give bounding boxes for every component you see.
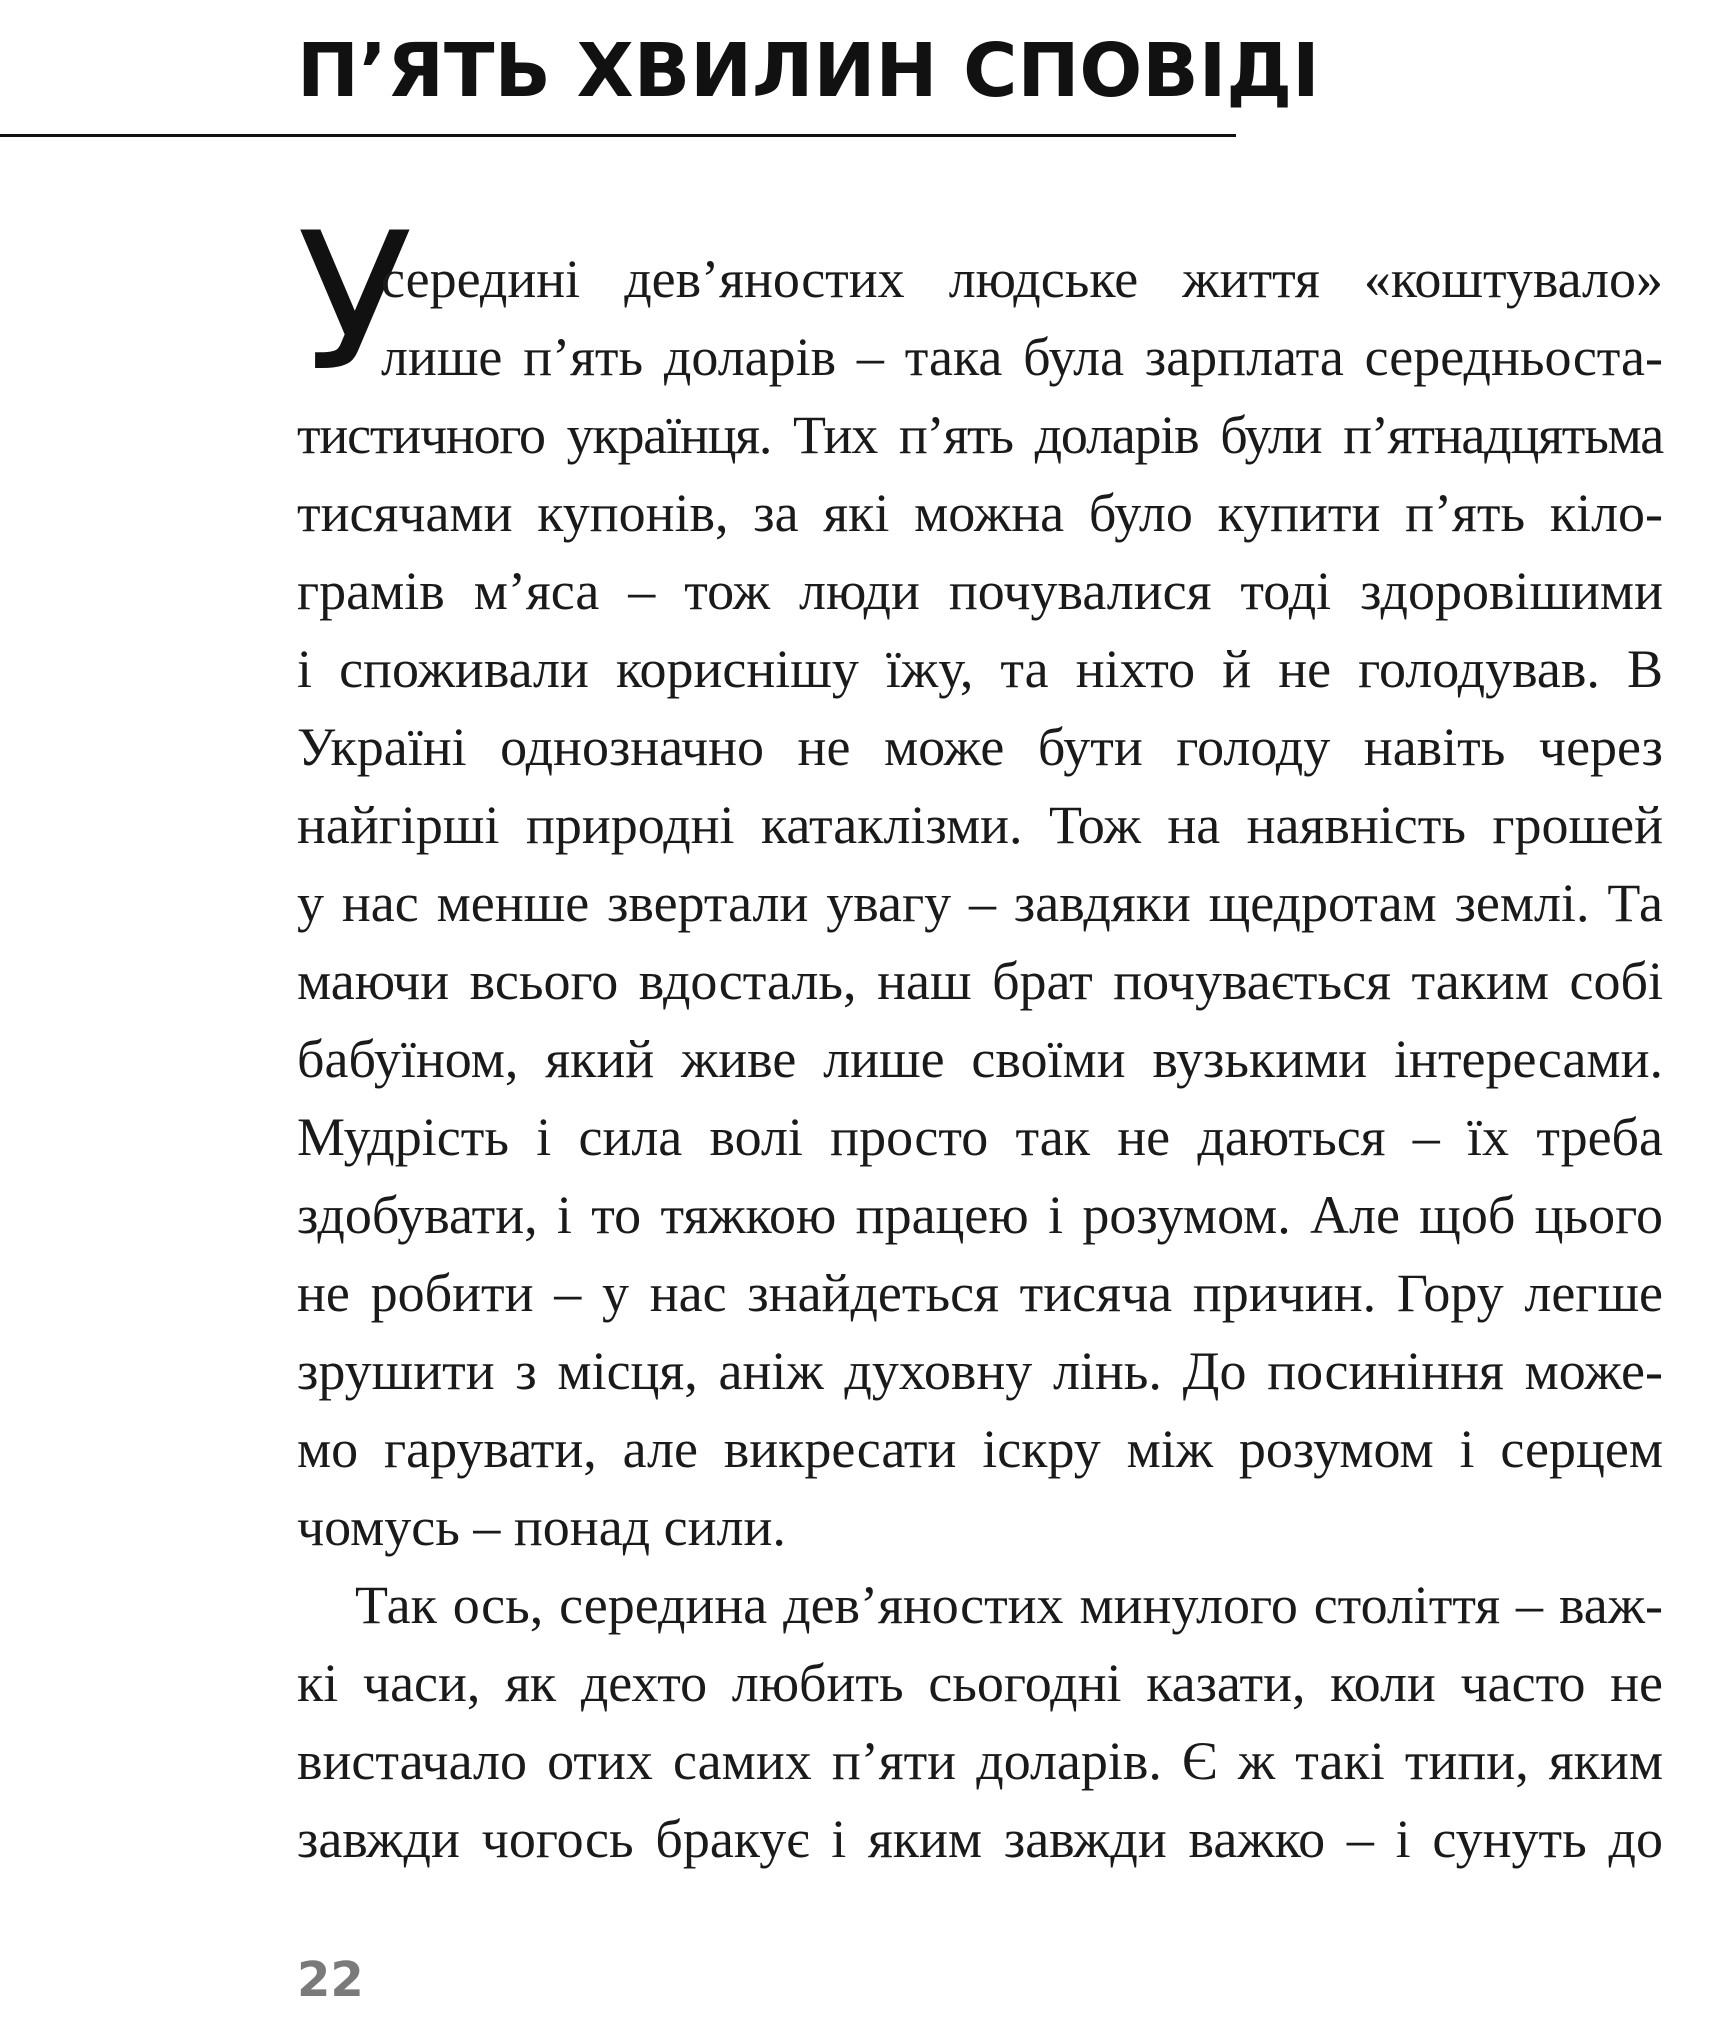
text-line: тистичного українця. Тих п’ять доларів були п’ятнадцятьма (297, 405, 1663, 465)
text-line: лише п’ять доларів – така була зарплата середньоста- (381, 327, 1663, 387)
text-line: не робити – у нас знайдеться тисяча причин. Гору легше (297, 1263, 1663, 1323)
text-line: кі часи, як дехто любить сьогодні казати, коли часто не (297, 1653, 1663, 1713)
text-line: Так ось, середина дев’яностих минулого століття – важ- (355, 1575, 1663, 1635)
text-line: і споживали кориснішу їжу, та ніхто й не голодував. В (297, 639, 1663, 699)
text-line: маючи всього вдосталь, наш брат почувається таким собі (297, 951, 1663, 1011)
text-line: найгірші природні катаклізми. Тож на наявність грошей (297, 795, 1663, 855)
text-line: зрушити з місця, аніж духовну лінь. До посиніння може- (297, 1341, 1663, 1401)
page-number: 22 (297, 1952, 364, 2008)
drop-cap: У (297, 192, 413, 413)
text-line: Україні однозначно не може бути голоду навіть через (297, 717, 1663, 777)
text-line: здобувати, і то тяжкою працею і розумом. Але щоб цього (297, 1185, 1663, 1245)
text-line: чомусь – понад сили. (297, 1497, 786, 1557)
text-line: мо гарувати, але викресати іскру між розумом і серцем (297, 1419, 1663, 1479)
text-line: завжди чогось бракує і яким завжди важко – і сунуть до (297, 1809, 1663, 1869)
title-underline (0, 134, 1236, 137)
text-line: у нас менше звертали увагу – завдяки щедротам землі. Та (297, 873, 1663, 933)
text-line: грамів м’яса – тож люди почувалися тоді здоровішими (297, 561, 1663, 621)
text-line: бабуїном, який живе лише своїми вузькими інтересами. (297, 1029, 1663, 1089)
text-line: Мудрість і сила волі просто так не даються – їх треба (297, 1107, 1663, 1167)
text-line: тисячами купонів, за які можна було купити п’ять кіло- (297, 483, 1663, 543)
text-line: середині дев’яностих людське життя «коштувало» (381, 249, 1663, 309)
text-line: вистачало отих самих п’яти доларів. Є ж такі типи, яким (297, 1731, 1663, 1791)
chapter-title: П’ЯТЬ ХВИЛИН СПОВІДІ (297, 28, 1320, 114)
